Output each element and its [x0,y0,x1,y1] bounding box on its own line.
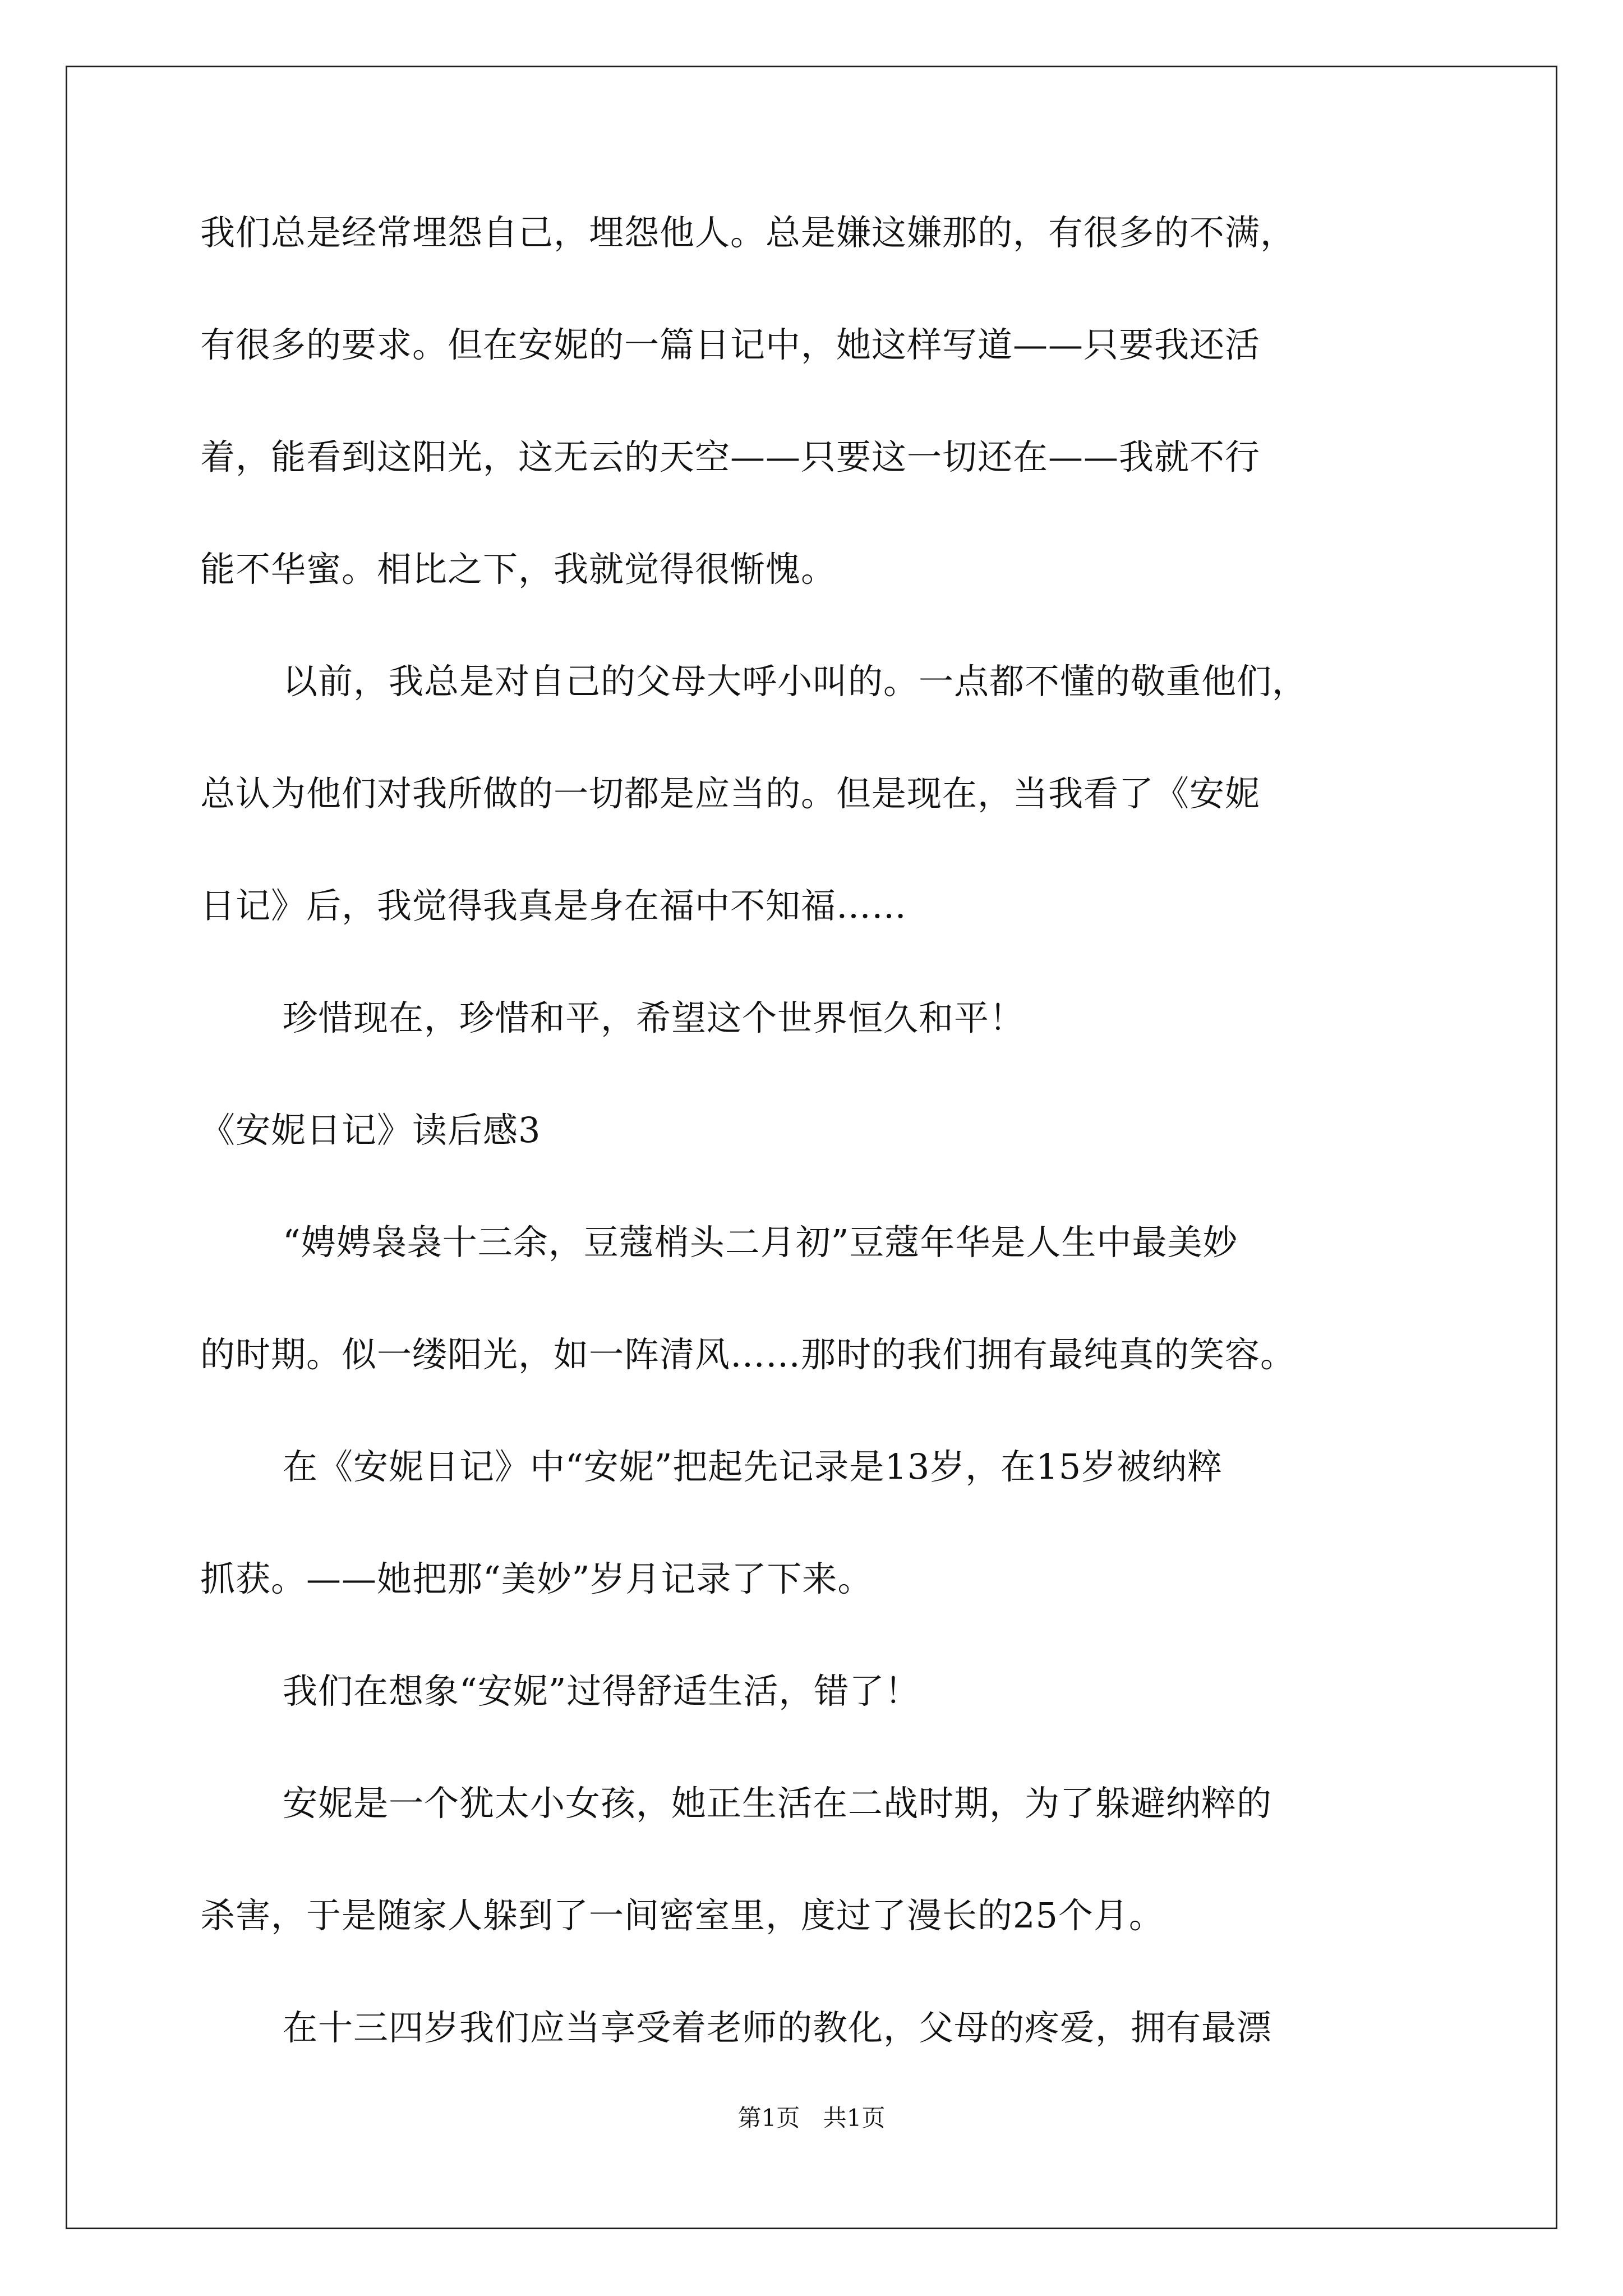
text-line: 日记》后，我觉得我真是身在福中不知福…… [200,885,907,926]
text-line: 总认为他们对我所做的一切都是应当的。但是现在，当我看了《安妮 [200,773,1261,814]
text-line: 着，能看到这阳光，这无云的天空——只要这一切还在——我就不行 [200,436,1261,477]
text-line: 有很多的要求。但在安妮的一篇日记中，她这样写道——只要我还活 [200,324,1261,365]
text-line: 的时期。似一缕阳光，如一阵清风……那时的我们拥有最纯真的笑容。 [200,1334,1296,1375]
text-line: 我们在想象“安妮”过得舒适生活，错了！ [283,1671,920,1711]
text-line: 以前，我总是对自己的父母大呼小叫的。一点都不懂的敬重他们， [283,661,1308,702]
page-total: 共1页 [823,2104,886,2132]
text-line: 在十三四岁我们应当享受着老师的教化，父母的疼爱，拥有最漂 [283,2007,1272,2048]
text-line: 能不华蜜。相比之下，我就觉得很惭愧。 [200,549,837,590]
text-line: 珍惜现在，珍惜和平，希望这个世界恒久和平！ [283,997,1025,1038]
text-line: 杀害，于是随家人躲到了一间密室里，度过了漫长的25个月。 [200,1895,1164,1936]
text-line: “娉娉袅袅十三余，豆蔻梢头二月初”豆蔻年华是人生中最美妙 [283,1222,1238,1263]
text-line: 我们总是经常埋怨自己，埋怨他人。总是嫌这嫌那的，有很多的不满， [200,212,1296,253]
text-line: 在《安妮日记》中“安妮”把起先记录是13岁，在15岁被纳粹 [283,1446,1223,1487]
text-line: 安妮是一个犹太小女孩，她正生活在二战时期，为了躲避纳粹的 [283,1783,1272,1824]
section-heading: 《安妮日记》读后感3 [200,1110,541,1151]
text-line: 抓获。——她把那“美妙”岁月记录了下来。 [200,1558,873,1599]
page-footer [0,2102,1623,2134]
page-number: 第1页 [737,2104,800,2132]
